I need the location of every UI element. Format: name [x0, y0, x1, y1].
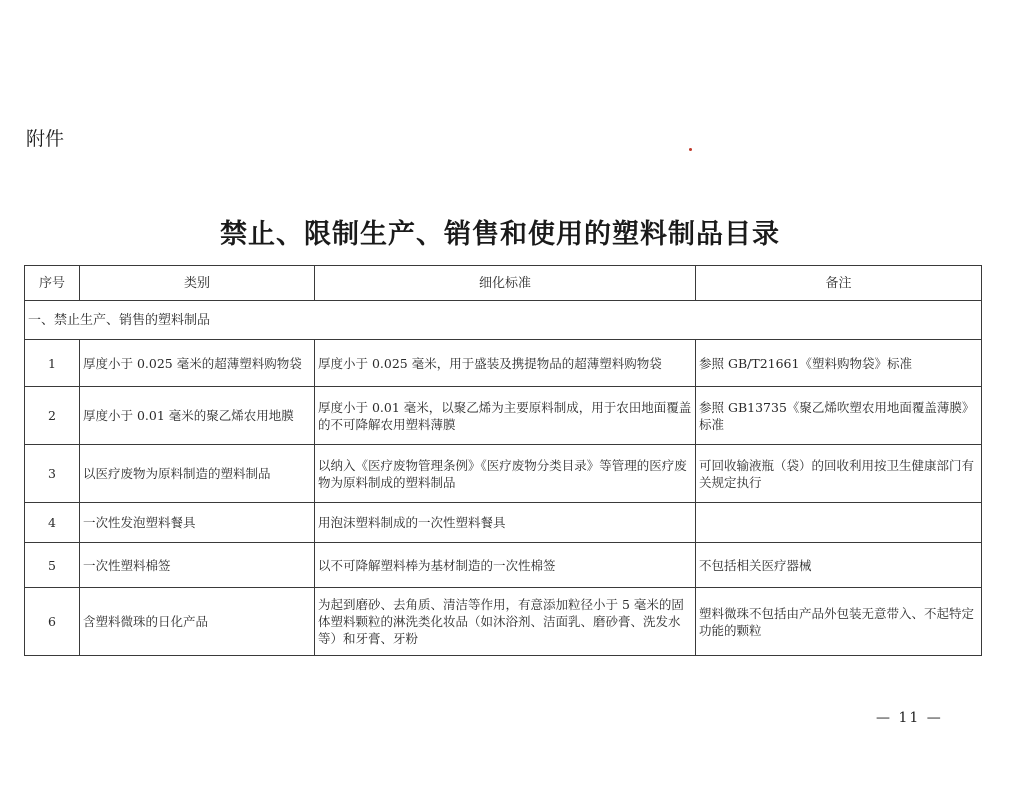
row-category: 厚度小于 0.01 毫米的聚乙烯农用地膜	[80, 387, 315, 445]
row-number: 3	[25, 445, 80, 503]
table-row	[25, 340, 982, 387]
table-row	[25, 387, 982, 445]
row-standard: 以纳入《医疗废物管理条例》《医疗废物分类目录》等管理的医疗废物为原料制成的塑料制品	[315, 445, 696, 503]
table-body	[25, 301, 982, 656]
row-category: 一次性发泡塑料餐具	[80, 503, 315, 543]
page-number: — 11 —	[876, 710, 943, 726]
document-title: 禁止、限制生产、销售和使用的塑料制品目录	[220, 219, 780, 250]
row-number: 5	[25, 543, 80, 588]
row-remark	[696, 503, 982, 543]
table-row	[25, 503, 982, 543]
row-number: 4	[25, 503, 80, 543]
column-header-category: 类别	[80, 266, 315, 301]
table-row	[25, 543, 982, 588]
row-remark: 可回收输液瓶（袋）的回收利用按卫生健康部门有关规定执行	[696, 445, 982, 503]
row-standard: 厚度小于 0.025 毫米，用于盛装及携提物品的超薄塑料购物袋	[315, 340, 696, 387]
row-standard: 用泡沫塑料制成的一次性塑料餐具	[315, 503, 696, 543]
row-remark: 不包括相关医疗器械	[696, 543, 982, 588]
column-header-no: 序号	[25, 266, 80, 301]
row-standard: 厚度小于 0.01 毫米，以聚乙烯为主要原料制成，用于农田地面覆盖的不可降解农用塑料薄膜	[315, 387, 696, 445]
row-standard: 为起到磨砂、去角质、清洁等作用，有意添加粒径小于 5 毫米的固体塑料颗粒的淋洗类化妆品（如沐浴剂、洁面乳、磨砂膏、洗发水等）和牙膏、牙粉	[315, 588, 696, 656]
row-remark: 参照 GB13735《聚乙烯吹塑农用地面覆盖薄膜》标准	[696, 387, 982, 445]
column-header-remark: 备注	[696, 266, 982, 301]
table-header	[25, 266, 982, 301]
row-remark: 参照 GB/T21661《塑料购物袋》标准	[696, 340, 982, 387]
row-number: 6	[25, 588, 80, 656]
row-remark: 塑料微珠不包括由产品外包装无意带入、不起特定功能的颗粒	[696, 588, 982, 656]
column-header-standard: 细化标准	[315, 266, 696, 301]
row-standard: 以不可降解塑料棒为基材制造的一次性棉签	[315, 543, 696, 588]
row-number: 2	[25, 387, 80, 445]
row-category: 一次性塑料棉签	[80, 543, 315, 588]
table-row	[25, 445, 982, 503]
row-category: 以医疗废物为原料制造的塑料制品	[80, 445, 315, 503]
catalog-table	[24, 265, 982, 656]
row-number: 1	[25, 340, 80, 387]
section-row	[25, 301, 982, 340]
attachment-label: 附件	[26, 128, 65, 150]
row-category: 厚度小于 0.025 毫米的超薄塑料购物袋	[80, 340, 315, 387]
scan-speck	[689, 148, 692, 151]
row-category: 含塑料微珠的日化产品	[80, 588, 315, 656]
table-row	[25, 588, 982, 656]
section-heading: 一、禁止生产、销售的塑料制品	[25, 301, 982, 340]
